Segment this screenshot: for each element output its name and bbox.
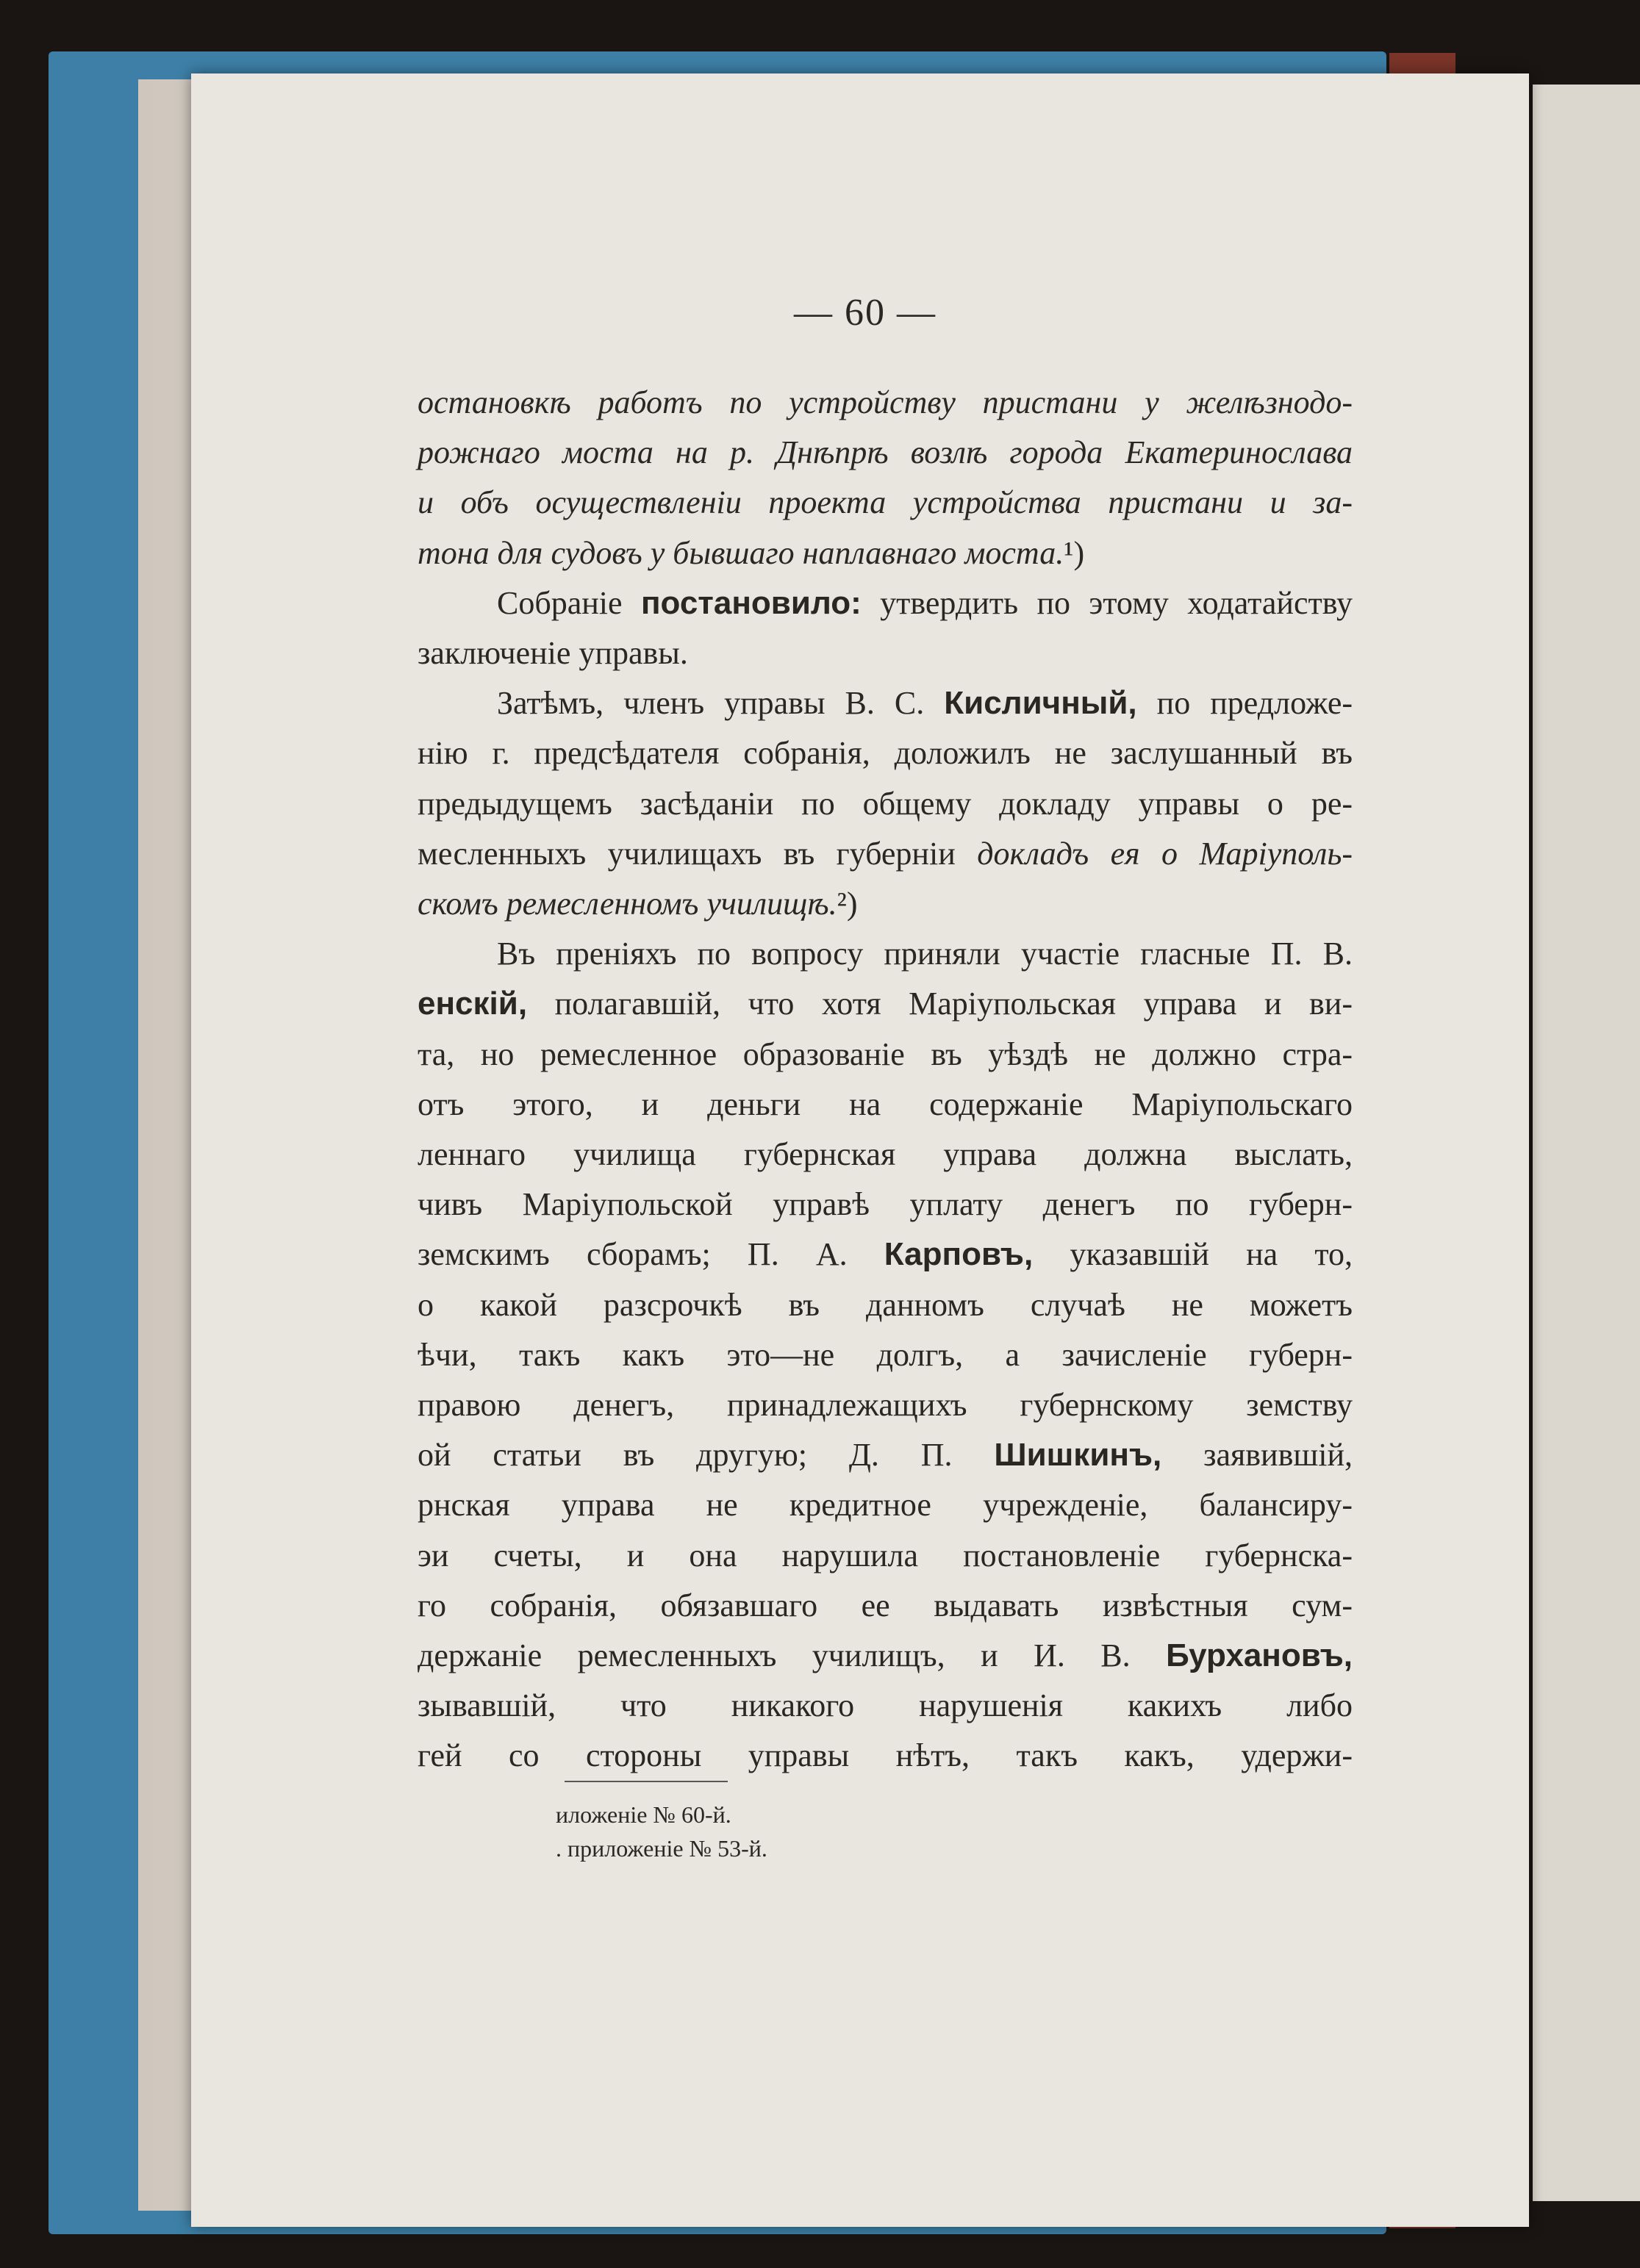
text-segment: ой статьи въ другую; Д. П. xyxy=(418,1437,995,1474)
text-segment: эи счеты, и она нарушила постановленіе губернска- xyxy=(418,1537,1353,1573)
text-segment: леннаго училища губернская управа должна выслать, xyxy=(418,1136,1353,1173)
speaker-name: Кисличный, xyxy=(944,685,1137,722)
text-segment: рожнаго моста на р. Днѣпрѣ возлѣ города Екатеринослава xyxy=(418,434,1353,471)
text-segment: остановкѣ работъ по устройству пристани у желѣзнодо- xyxy=(418,384,1353,420)
text-line xyxy=(418,478,1353,528)
text-line xyxy=(418,1130,1353,1180)
speaker-name: Бурхановъ, xyxy=(1166,1637,1353,1674)
text-line xyxy=(418,1581,1353,1631)
text-segment: держаніе ремесленныхъ училищъ, и И. В. xyxy=(418,1637,1167,1674)
text-segment: Затѣмъ, членъ управы В. С. xyxy=(497,685,945,722)
text-line xyxy=(418,1531,1353,1581)
text-segment: отъ этого, и деньги на содержаніе Маріупольскаго xyxy=(418,1085,1353,1122)
speaker-name: Карповъ, xyxy=(884,1236,1034,1273)
footnote-rule xyxy=(565,1781,728,1782)
text-line xyxy=(418,528,1353,578)
text-segment: тона для судовъ у бывшаго наплавнаго моста. xyxy=(418,534,1064,571)
text-segment: зывавшій, что никакого нарушенія какихъ либо xyxy=(418,1687,1353,1724)
text-line xyxy=(418,1731,1353,1781)
body-text xyxy=(418,378,1353,1781)
text-line xyxy=(418,1430,1353,1480)
text-line xyxy=(418,1280,1353,1330)
text-segment: нію г. предсѣдателя собранія, доложилъ не заслушанный въ xyxy=(418,735,1353,772)
text-segment: гей со стороны управы нѣтъ, такъ какъ, удержи- xyxy=(418,1737,1353,1774)
page-number: — 60 — xyxy=(794,292,937,334)
text-segment: Въ преніяхъ по вопросу приняли участіе гласные П. В. xyxy=(497,936,1353,972)
text-segment: и объ осуществленіи проекта устройства пристани и за- xyxy=(418,484,1353,521)
next-page-edge xyxy=(1533,85,1640,2201)
text-segment: предыдущемъ засѣданіи по общему докладу управы о ре- xyxy=(418,785,1353,822)
text-segment: рнская управа не кредитное учрежденіе, балансиру- xyxy=(418,1487,1353,1524)
text-segment: Собраніе xyxy=(497,584,641,621)
text-segment: заключеніе управы. xyxy=(418,635,688,672)
text-segment: месленныхъ училищахъ въ губерніи xyxy=(418,835,978,872)
text-segment: ¹) xyxy=(1064,534,1085,571)
text-segment: го собранія, обязавшаго ее выдавать извѣстныя сум- xyxy=(418,1587,1353,1623)
text-segment: ѣчи, такъ какъ это—не долгъ, а зачисленіе губерн- xyxy=(418,1336,1353,1373)
text-segment: заявившій, xyxy=(1161,1437,1353,1474)
text-line xyxy=(418,678,1353,728)
text-segment: земскимъ сборамъ; П. А. xyxy=(418,1236,884,1273)
text-segment: скомъ ремесленномъ училищѣ. xyxy=(418,886,837,922)
text-line xyxy=(418,1681,1353,1731)
text-segment: та, но ремесленное образованіе въ уѣздѣ не должно стра- xyxy=(418,1036,1353,1072)
text-segment: ²) xyxy=(837,886,858,922)
footnotes xyxy=(556,1798,767,1865)
speaker-name: енскій, xyxy=(418,986,528,1022)
text-segment: докладъ ея о Маріуполь- xyxy=(977,835,1353,872)
speaker-name: Шишкинъ, xyxy=(994,1437,1162,1474)
text-segment: утвердить по этому ходатайству xyxy=(861,584,1353,621)
text-line xyxy=(418,929,1353,979)
text-segment: чивъ Маріупольской управѣ уплату денегъ по губерн- xyxy=(418,1186,1353,1223)
text-line xyxy=(418,1330,1353,1380)
text-segment: о какой разсрочкѣ въ данномъ случаѣ не можетъ xyxy=(418,1286,1353,1323)
text-line xyxy=(418,829,1353,879)
text-line xyxy=(418,979,1353,1029)
text-line xyxy=(418,1380,1353,1430)
footnote: иложеніе № 60-й. xyxy=(556,1801,731,1828)
text-line xyxy=(418,728,1353,778)
speaker-name: постановило: xyxy=(640,584,862,621)
text-line xyxy=(418,378,1353,428)
text-line xyxy=(418,428,1353,478)
text-segment: указавшій на то, xyxy=(1033,1236,1353,1273)
text-line xyxy=(418,779,1353,829)
text-line xyxy=(418,1631,1353,1681)
text-line xyxy=(418,1180,1353,1230)
text-line xyxy=(418,1480,1353,1530)
text-line xyxy=(418,1230,1353,1280)
text-segment: правою денегъ, принадлежащихъ губернскому земству xyxy=(418,1387,1353,1424)
footnote: . приложеніе № 53-й. xyxy=(556,1835,767,1862)
text-segment: полагавшій, что хотя Маріупольская управа и ви- xyxy=(527,986,1353,1022)
text-line xyxy=(418,1080,1353,1130)
text-line xyxy=(418,628,1353,678)
text-line xyxy=(418,879,1353,929)
text-line xyxy=(418,578,1353,628)
text-line xyxy=(418,1030,1353,1080)
text-segment: по предложе- xyxy=(1136,685,1353,722)
